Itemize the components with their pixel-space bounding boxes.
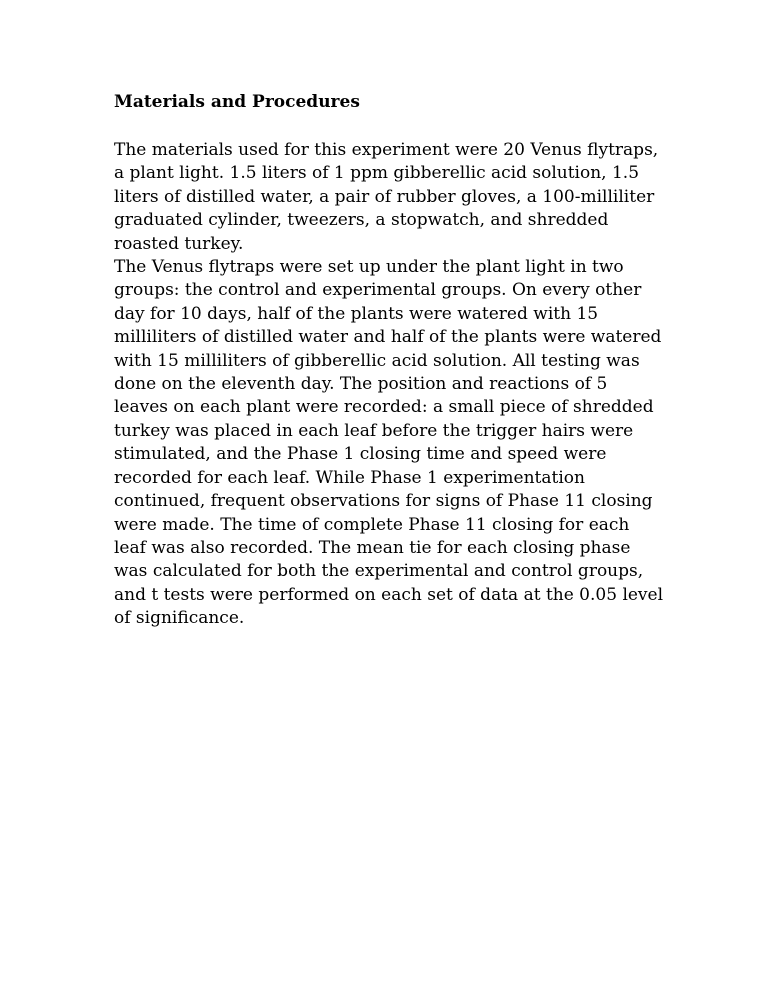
text-line: continued, frequent observations for signs of Phase 11 closing (114, 491, 653, 512)
body-paragraph (114, 139, 674, 631)
text-line: day for 10 days, half of the plants were watered with 15 (114, 303, 599, 324)
text-line: of significance. (114, 608, 245, 629)
text-line: turkey was placed in each leaf before the trigger hairs were (114, 420, 634, 441)
text-line: graduated cylinder, tweezers, a stopwatch, and shredded (114, 210, 609, 231)
text-line: leaves on each plant were recorded: a small piece of shredded (114, 397, 654, 418)
text-line: recorded for each leaf. While Phase 1 experimentation (114, 467, 585, 488)
text-line: roasted turkey. (114, 233, 244, 254)
text-line: liters of distilled water, a pair of rubber gloves, a 100-milliliter (114, 186, 655, 207)
text-line: done on the eleventh day. The position and reactions of 5 (114, 374, 608, 395)
section-heading: Materials and Procedures (114, 92, 360, 112)
text-line: The Venus flytraps were set up under the plant light in two (114, 257, 624, 278)
text-line: with 15 milliliters of gibberellic acid solution. All testing was (114, 350, 640, 371)
text-line: a plant light. 1.5 liters of 1 ppm gibberellic acid solution, 1.5 (114, 163, 640, 184)
text-line: and t tests were performed on each set of data at the 0.05 level (114, 584, 664, 605)
text-line: stimulated, and the Phase 1 closing time and speed were (114, 444, 607, 465)
text-line: The materials used for this experiment were 20 Venus flytraps, (114, 140, 659, 160)
text-line: was calculated for both the experimental and control groups, (114, 561, 644, 582)
text-line: groups: the control and experimental groups. On every other (114, 280, 642, 301)
text-line: milliliters of distilled water and half of the plants were watered (114, 327, 662, 348)
text-line: were made. The time of complete Phase 11 closing for each (114, 514, 630, 535)
text-line: leaf was also recorded. The mean tie for each closing phase (114, 537, 631, 558)
